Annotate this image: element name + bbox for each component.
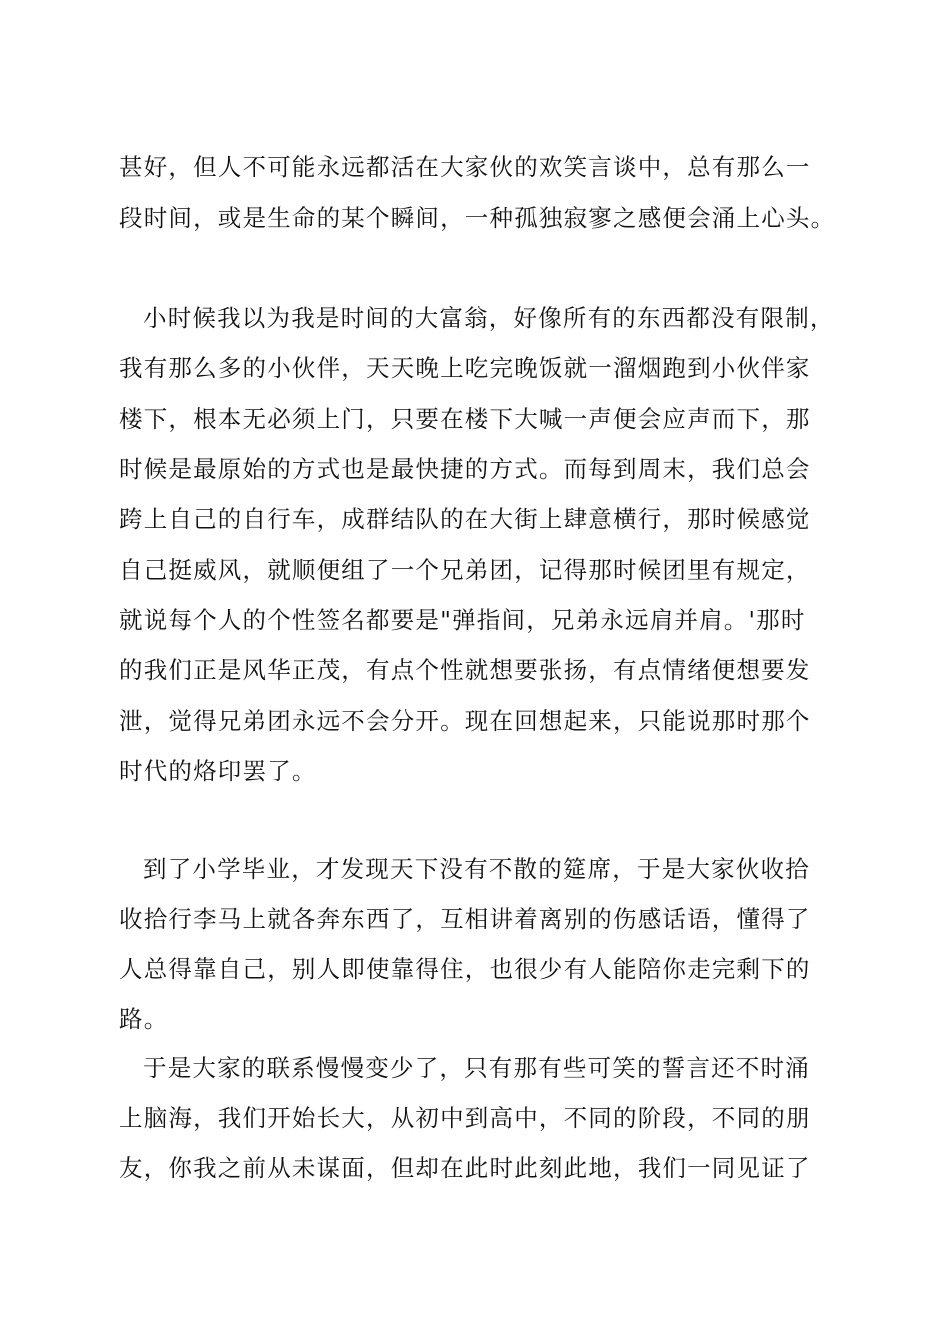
paragraph-1-line-2: 段时间，或是生命的某个瞬间，一种孤独寂寥之感便会涌上心头。	[119, 204, 836, 232]
paragraph-2-line-10: 时代的烙印罢了。	[119, 757, 317, 785]
paragraph-4-line-2: 上脑海，我们开始长大，从初中到高中，不同的阶段，不同的朋	[119, 1104, 811, 1132]
paragraph-2-line-7: 就说每个人的个性签名都要是"弹指间，兄弟永远肩并肩。'那时	[119, 606, 806, 634]
paragraph-4-line-3: 友，你我之前从未谋面，但却在此时此刻此地，我们一同见证了	[119, 1154, 811, 1182]
paragraph-2-line-1: 小时候我以为我是时间的大富翁，好像所有的东西都没有限制，	[143, 304, 835, 332]
paragraph-4-line-1: 于是大家的联系慢慢变少了，只有那有些可笑的誓言还不时涌	[143, 1054, 810, 1082]
paragraph-3-line-4: 路。	[119, 1005, 169, 1033]
paragraph-2-line-2: 我有那么多的小伙伴，天天晚上吃完晚饭就一溜烟跑到小伙伴家	[119, 354, 811, 382]
paragraph-3-line-1: 到了小学毕业，才发现天下没有不散的筵席，于是大家伙收拾	[143, 855, 810, 883]
paragraph-3-line-2: 收拾行李马上就各奔东西了，互相讲着离别的伤感话语，懂得了	[119, 905, 811, 933]
paragraph-2-line-9: 泄，觉得兄弟团永远不会分开。现在回想起来，只能说那时那个	[119, 707, 811, 735]
paragraph-2-line-6: 自己挺威风，就顺便组了一个兄弟团，记得那时候团里有规定，	[119, 556, 811, 584]
paragraph-2-line-5: 跨上自己的自行车，成群结队的在大街上肆意横行，那时候感觉	[119, 505, 811, 533]
paragraph-1-line-1: 甚好，但人不可能永远都活在大家伙的欢笑言谈中，总有那么一	[119, 153, 811, 181]
paragraph-2-line-8: 的我们正是风华正茂，有点个性就想要张扬，有点情绪便想要发	[119, 656, 811, 684]
paragraph-2-line-3: 楼下，根本无必须上门，只要在楼下大喊一声便会应声而下，那	[119, 405, 811, 433]
paragraph-2-line-4: 时候是最原始的方式也是最快捷的方式。而每到周末，我们总会	[119, 455, 811, 483]
paragraph-3-line-3: 人总得靠自己，别人即使靠得住，也很少有人能陪你走完剩下的	[119, 955, 811, 983]
